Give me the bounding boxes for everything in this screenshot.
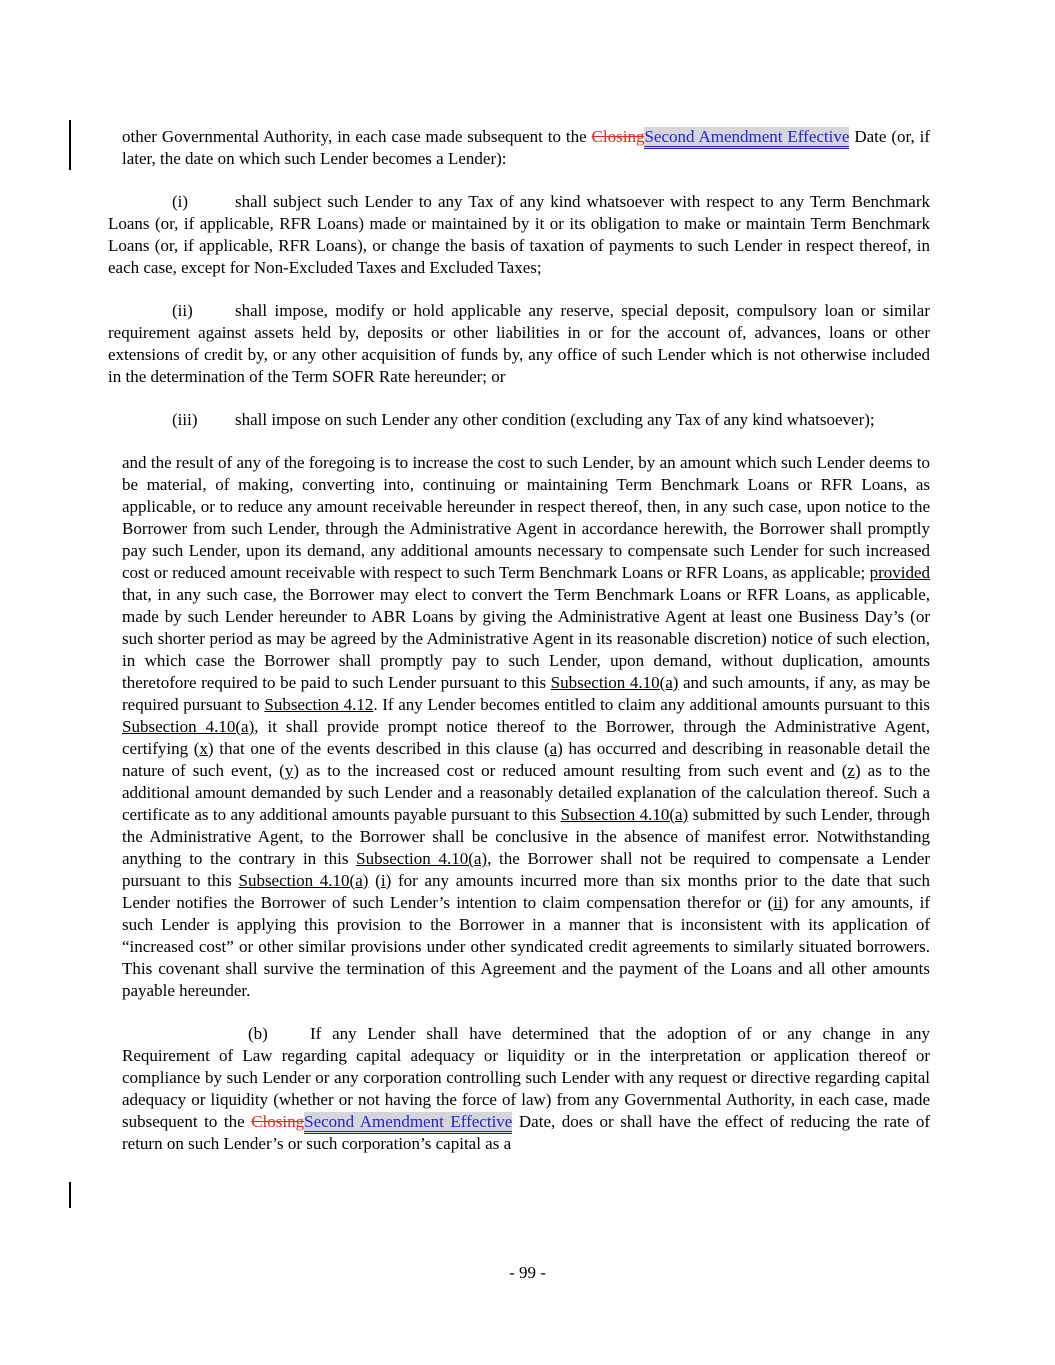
text-run: ) for any amounts, if such Lender is applying this provision to the Borrower in a manner that is inconsistent with its application of “increased cost” or other similar provisions under other syndicated credit agreements to similarly situated borrowers. This covenant shall survive the termination of this Agreement and the payment of the Loans and all other amounts payable hereunder. (122, 893, 930, 1000)
paragraph-clause-iii (108, 409, 930, 431)
text-run: ) that one of the events described in this clause ( (207, 739, 550, 758)
text-run: , it shall provide prompt notice thereof to the Borrower, through the Administrative Agent, certifying ( (122, 717, 930, 758)
text-run: shall impose on such Lender any other condition (excluding any Tax of any kind whatsoever); (235, 410, 875, 429)
underlined-reference: provided (869, 563, 930, 582)
underlined-reference: z (847, 761, 855, 780)
page-number: - 99 - (509, 1263, 546, 1282)
underlined-reference: Subsection 4.10(a) (560, 805, 689, 824)
underlined-reference: Subsection 4.10(a) (122, 717, 255, 736)
clause-b-text (122, 1024, 930, 1153)
underlined-reference: Subsection 4.10(a) (238, 871, 369, 890)
inserted-text: Second Amendment Effective (304, 1112, 512, 1134)
paragraph-continuation (122, 126, 930, 170)
text-run: submitted by such Lender, through the Administrative Agent, to the Borrower shall be conclusive in the absence of manifest error. Notwithstanding anything to the contrary in this (122, 805, 930, 868)
underlined-reference: y (284, 761, 294, 780)
text-run: Date (or, if later, the date on which such Lender becomes a Lender): (122, 127, 930, 168)
clause-marker-ii: (ii) (172, 301, 193, 320)
inserted-text: Second Amendment Effective (644, 127, 849, 149)
clause-marker-i: (i) (172, 192, 189, 211)
paragraph-clause-b (122, 1023, 930, 1155)
text-run: , the Borrower shall not be required to compensate a Lender pursuant to this (122, 849, 930, 890)
text-run: and the result of any of the foregoing is to increase the cost to such Lender, by an amount which such Lender deems to be material, of making, converting into, continuing or maintaining Term Benchmark Loans or RFR Loans, as applicable, or to reduce any amount receivable hereunder in respect thereof, then, in any such case, upon notice to the Borrower from such Lender, through the Administrative Agent in accordance herewith, the Borrower shall promptly pay such Lender, upon its demand, any additional amounts necessary to compensate such Lender for such increased cost or reduced amount receivable with respect to such Term Benchmark Loans or RFR Loans, as applicable; (122, 453, 930, 582)
text-run: . If any Lender becomes entitled to claim any additional amounts pursuant to this (373, 695, 930, 714)
paragraph-result-clause (122, 452, 930, 1002)
text-run: other Governmental Authority, in each case made subsequent to the (122, 127, 592, 146)
clause-marker-iii: (iii) (172, 410, 198, 429)
text-run: and such amounts, if any, as may be required pursuant to (122, 673, 930, 714)
text-run: If any Lender shall have determined that the adoption of or any change in any Requirement of Law regarding capital adequacy or liquidity or in the interpretation or application thereof or compliance by such Lender or any corporation controlling such Lender with any request or directive regarding capital adequacy or liquidity (whether or not having the force of law) from any Governmental Authority, in each case, made subsequent to the (122, 1024, 930, 1131)
text-run: ( (368, 871, 381, 890)
revision-change-bar-bottom (69, 1182, 71, 1208)
text-run: shall subject such Lender to any Tax of any kind whatsoever with respect to any Term Benchmark Loans (or, if applicable, RFR Loans) made or maintained by it or its obligation to make or maintain Term Benchmark Loans (or, if applicable, RFR Loans), or change the basis of taxation of payments to such Lender in respect thereof, in each case, except for Non-Excluded Taxes and Excluded Taxes; (108, 192, 930, 277)
document-body (108, 126, 930, 1155)
text-run: Date, does or shall have the effect of reducing the rate of return on such Lender’s or such corporation’s capital as a (122, 1112, 930, 1153)
deleted-text: Closing (591, 127, 645, 146)
text-run: shall impose, modify or hold applicable any reserve, special deposit, compulsory loan or similar requirement against assets held by, deposits or other liabilities in or for the account of, advances, loans or other extensions of credit by, or any other acquisition of funds by, any office of such Lender which is not otherwise included in the determination of the Term SOFR Rate hereunder; or (108, 301, 930, 386)
deleted-text: Closing (251, 1112, 305, 1131)
underlined-reference: x (199, 739, 208, 758)
underlined-reference: i (380, 871, 386, 890)
text-run: ) has occurred and describing in reasonable detail the nature of such event, ( (122, 739, 930, 780)
underlined-reference: Subsection 4.10(a) (356, 849, 488, 868)
underlined-reference: Subsection 4.10(a) (550, 673, 679, 692)
clause-iii-text (235, 410, 875, 429)
text-run: ) as to the additional amount demanded by such Lender and a reasonably detailed explanation of the calculation thereof. Such a certificate as to any additional amounts payable pursuant to this (122, 761, 930, 824)
paragraph-clause-i (108, 191, 930, 279)
revision-change-bar-top (69, 120, 71, 170)
text-run: ) as to the increased cost or reduced amount resulting from such event and ( (293, 761, 848, 780)
clause-marker-b: (b) (248, 1024, 268, 1043)
text-run: that, in any such case, the Borrower may elect to convert the Term Benchmark Loans or RFR Loans, as applicable, made by such Lender hereunder to ABR Loans by giving the Administrative Agent at least one Business Day’s (or such shorter period as may be agreed by the Administrative Agent in its reasonable discretion) notice of such election, in which case the Borrower shall promptly pay to such Lender, upon demand, without duplication, amounts theretofore required to be paid to such Lender pursuant to this (122, 585, 930, 692)
underlined-reference: Subsection 4.12 (264, 695, 374, 714)
text-run: ) for any amounts incurred more than six months prior to the date that such Lender notifies the Borrower of such Lender’s intention to claim compensation therefor or ( (122, 871, 930, 912)
underlined-reference: a (549, 739, 558, 758)
underlined-reference: ii (773, 893, 783, 912)
paragraph-clause-ii (108, 300, 930, 388)
